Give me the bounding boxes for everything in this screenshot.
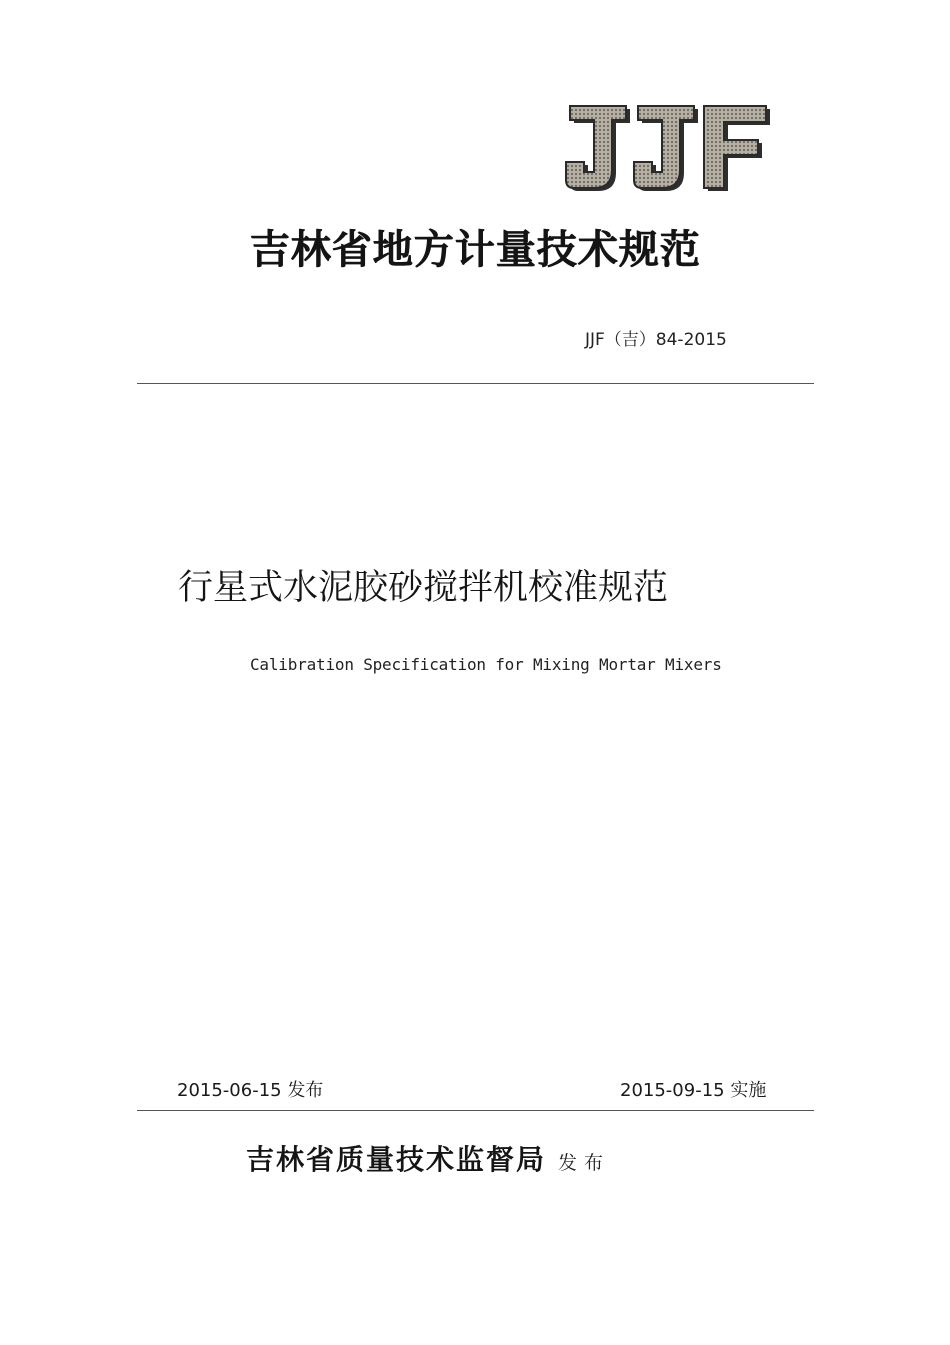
- document-title-cn: 行星式水泥胶砂搅拌机校准规范: [178, 568, 669, 608]
- effective-date: 2015-09-15 实施: [620, 1080, 767, 1101]
- document-title-en: Calibration Specification for Mixing Mortar Mixers: [250, 655, 722, 674]
- header-divider: [137, 383, 814, 384]
- footer-divider: [137, 1110, 814, 1111]
- issuer-block: [246, 1138, 610, 1178]
- document-number: JJF（吉）84-2015: [585, 330, 727, 350]
- issuer-action: 发布: [558, 1152, 611, 1174]
- issuer-name: 吉林省质量技术监督局: [246, 1143, 547, 1176]
- jjf-logo-icon: [562, 100, 772, 192]
- issue-date: 2015-06-15 发布: [177, 1080, 324, 1101]
- organization-title: 吉林省地方计量技术规范: [249, 226, 701, 273]
